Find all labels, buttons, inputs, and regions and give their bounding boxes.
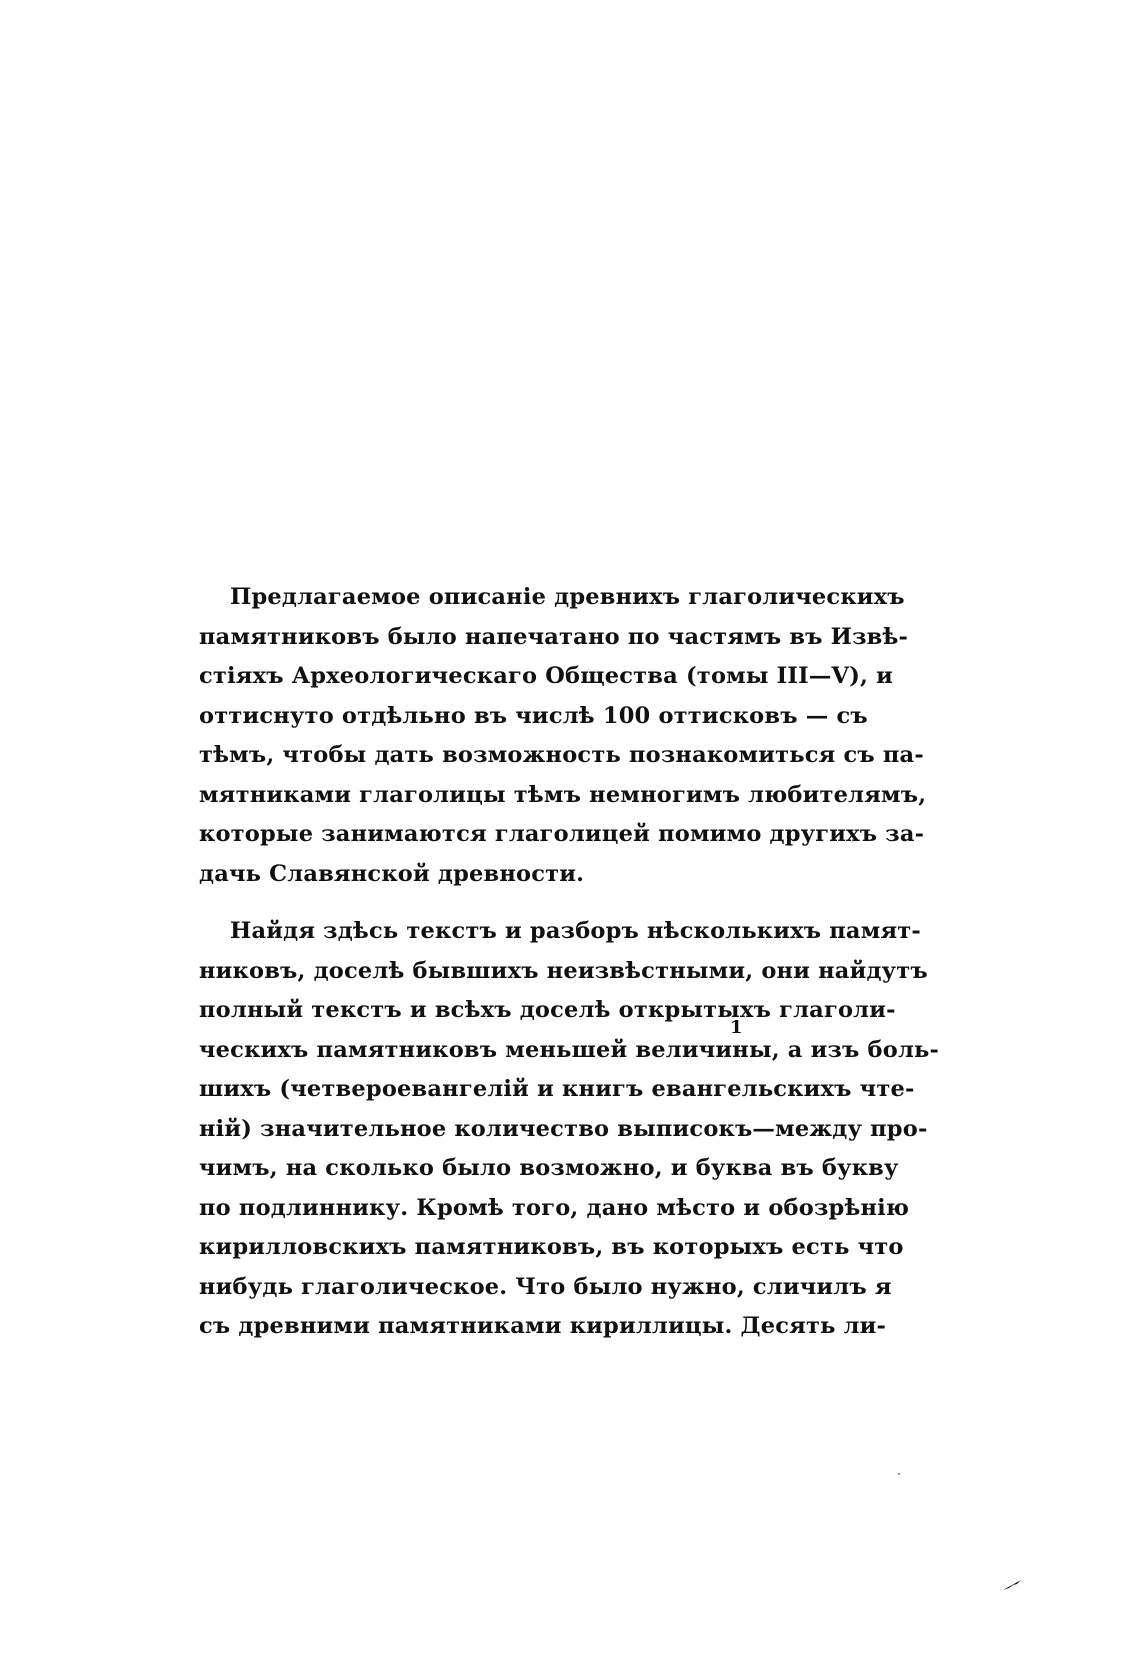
signature-mark: 1 xyxy=(730,1017,743,1038)
paper-speck xyxy=(898,1473,900,1475)
body-text xyxy=(199,578,940,1347)
text-line: которые занимаются глаголицей помимо другихъ за- xyxy=(199,821,925,847)
text-line: ній) значительное количество выписокъ—между про- xyxy=(199,1115,928,1142)
paragraph-2 xyxy=(199,912,940,1347)
text-line: Предлагаемое описаніе древнихъ глаголическихъ xyxy=(230,584,905,610)
text-line: памятниковъ было напечатано по частямъ въ Извѣ- xyxy=(199,623,909,650)
text-line: никовъ, доселѣ бывшихъ неизвѣстными, они найдутъ xyxy=(199,957,928,984)
text-line: полный текстъ и всѣхъ доселѣ открытыхъ глаголи- xyxy=(199,997,896,1023)
text-line: чимъ, на сколько было возможно, и буква въ букву xyxy=(199,1155,899,1181)
ink-mark-icon xyxy=(1002,1579,1022,1591)
text-line: мятниками глаголицы тѣмъ немногимъ любителямъ, xyxy=(199,781,927,808)
text-line: кирилловскихъ памятниковъ, въ которыхъ есть что xyxy=(199,1234,904,1260)
text-line: нибудь глаголическое. Что было нужно, сличилъ я xyxy=(199,1273,892,1300)
text-line: по подлиннику. Кромѣ того, дано мѣсто и обозрѣнію xyxy=(199,1194,910,1221)
text-line: Найдя здѣсь текстъ и разборъ нѣсколькихъ памят- xyxy=(230,918,921,944)
text-line: тѣмъ, чтобы дать возможность познакомиться съ па- xyxy=(199,742,924,768)
paragraph-spacer xyxy=(199,894,839,912)
text-line: дачь Славянской древности. xyxy=(199,860,585,887)
text-line: стіяхъ Археологическаго Общества (томы III—V), и xyxy=(199,663,894,689)
text-line: шихъ (четвероевангелій и книгъ евангельскихъ чте- xyxy=(199,1076,915,1102)
text-line: оттиснуто отдѣльно въ числѣ 100 оттисковъ — съ xyxy=(199,702,868,729)
text-line: съ древними памятниками кириллицы. Десять ли- xyxy=(199,1313,887,1339)
paragraph-1 xyxy=(199,578,927,894)
text-line: ческихъ памятниковъ меньшей величины, а изъ боль- xyxy=(199,1036,940,1063)
